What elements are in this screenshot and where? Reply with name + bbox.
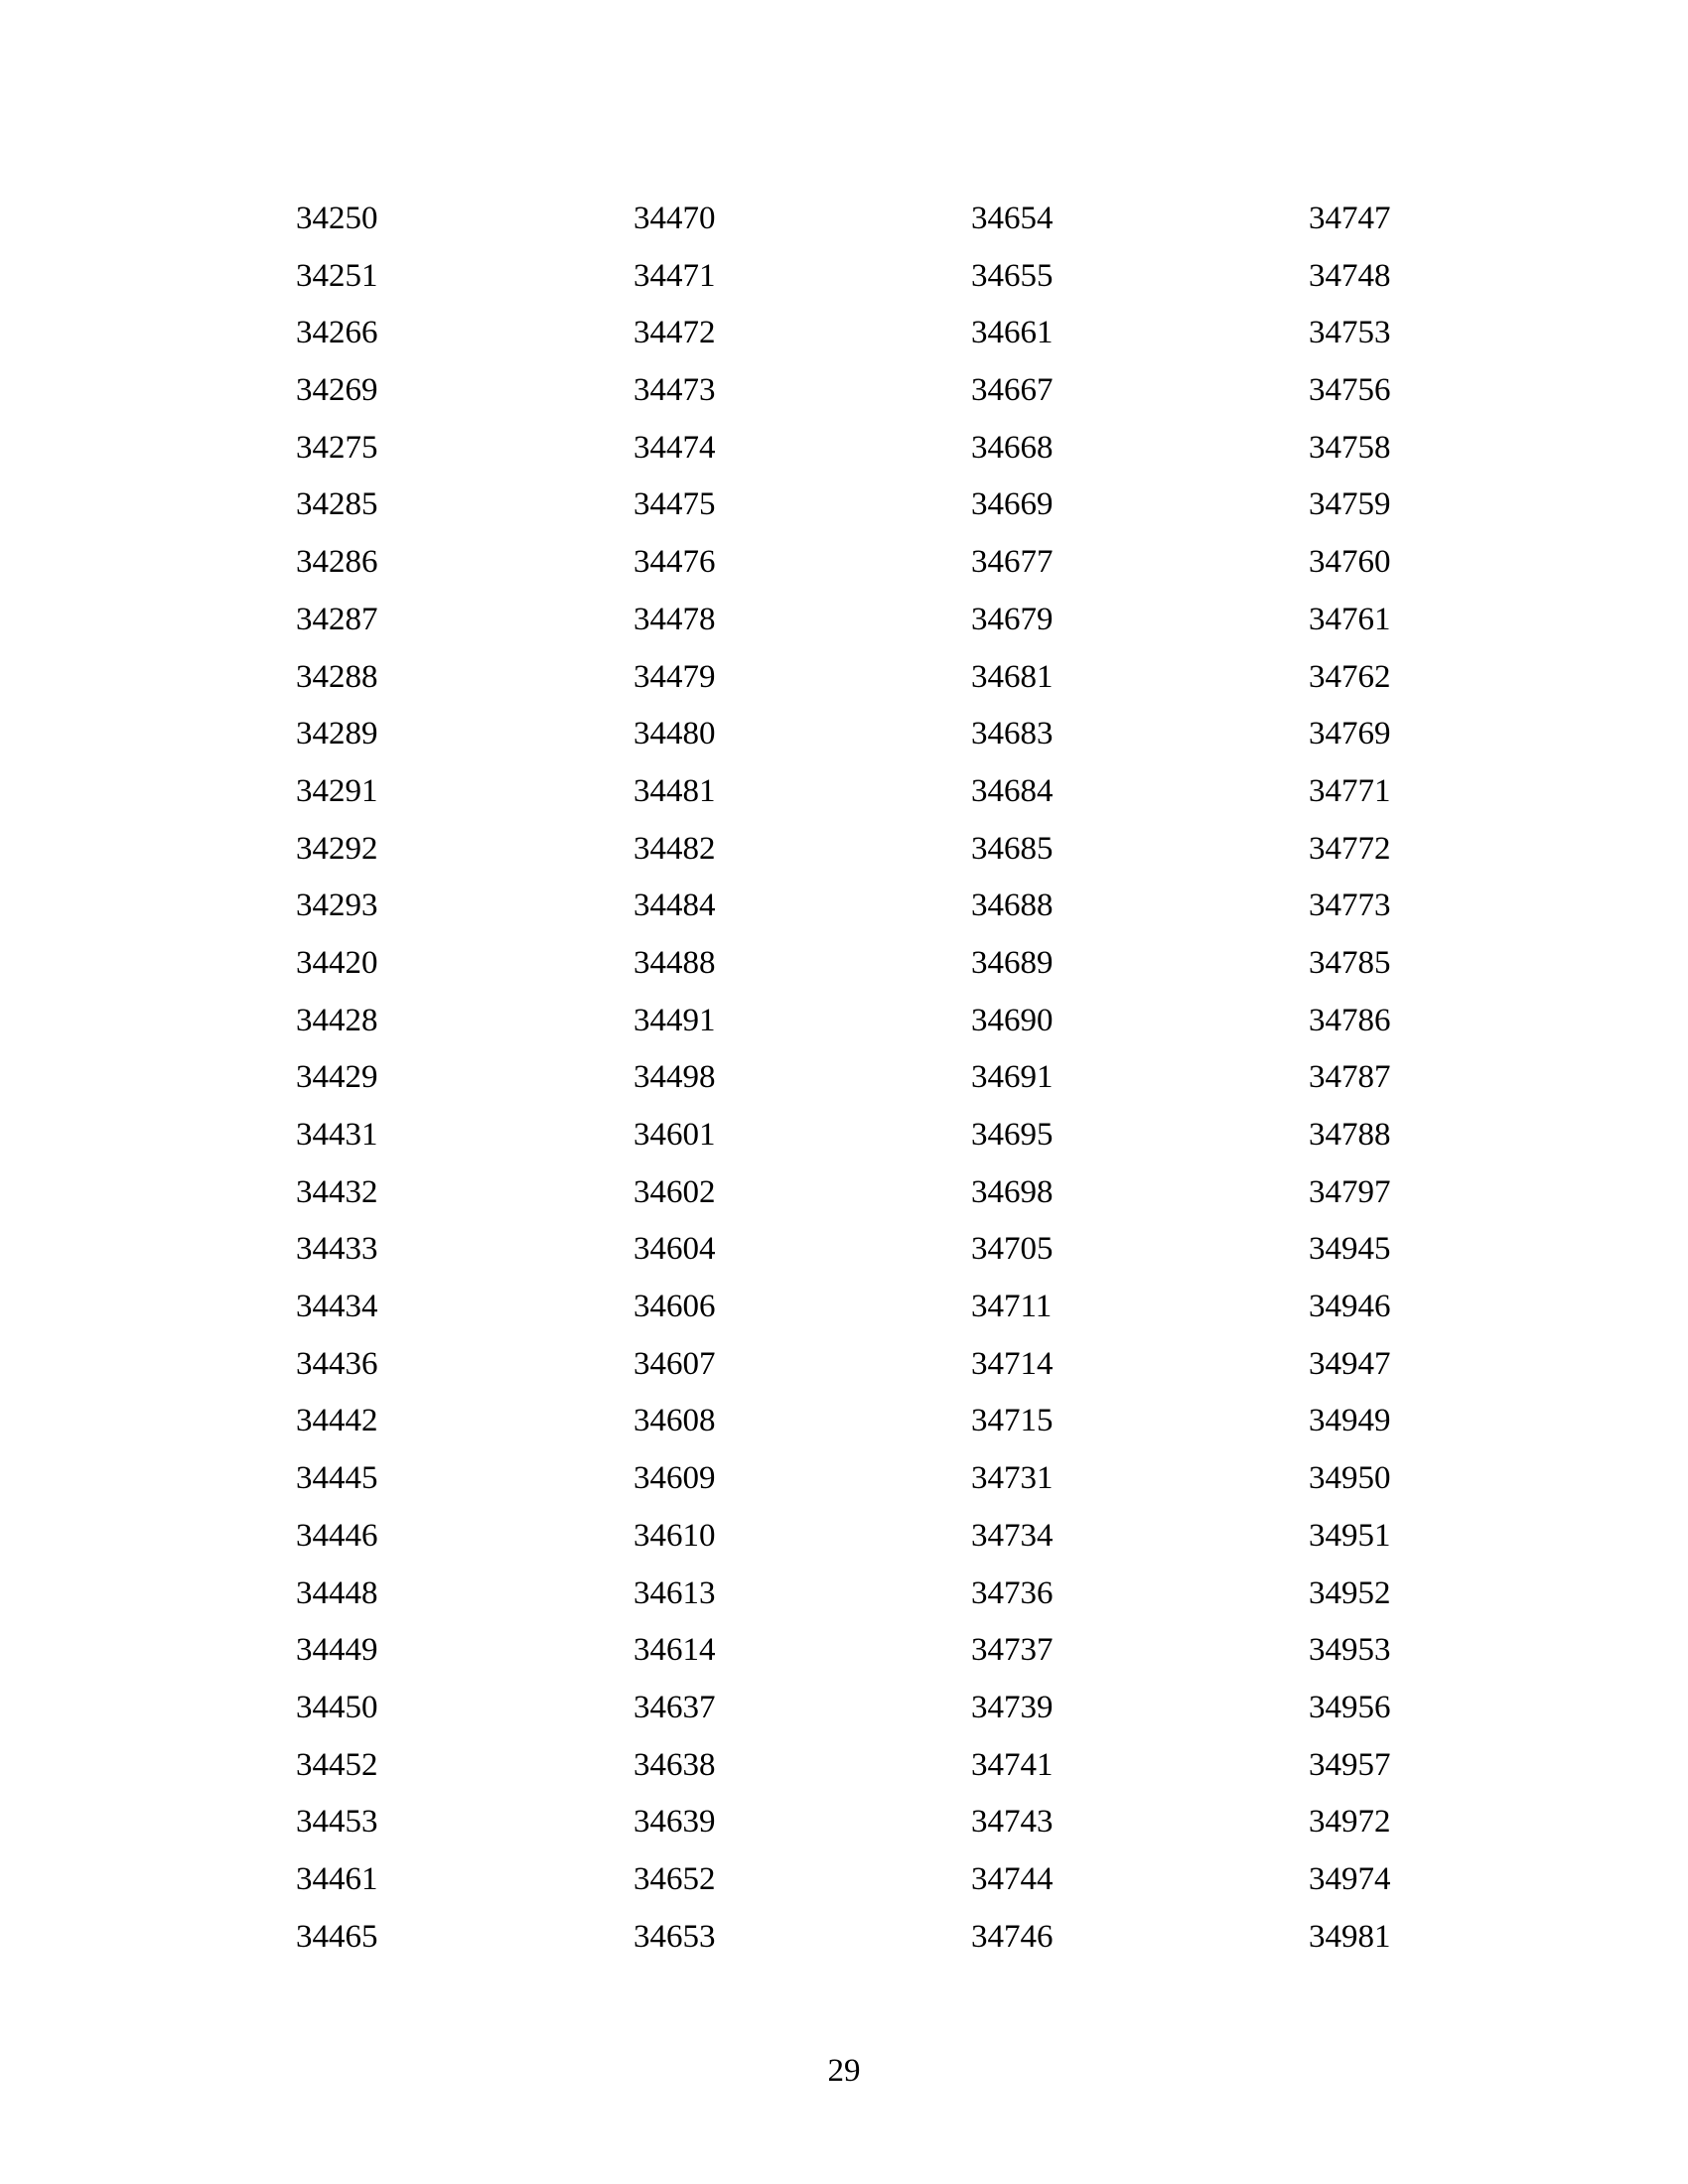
zip-code-entry: 34698 (971, 1173, 1054, 1210)
zip-code-entry: 34946 (1309, 1289, 1391, 1325)
zip-code-entry: 34974 (1309, 1860, 1391, 1897)
zip-code-entry: 34739 (971, 1689, 1054, 1725)
zip-code-entry: 34737 (971, 1632, 1054, 1669)
zip-code-entry: 34760 (1309, 544, 1391, 581)
zip-code-entry: 34250 (296, 201, 378, 236)
zip-code-entry: 34450 (296, 1689, 378, 1725)
zip-code-entry: 34481 (633, 772, 716, 809)
zip-code-entry: 34251 (296, 257, 378, 294)
zip-code-entry: 34638 (633, 1746, 716, 1783)
zip-code-entry: 34606 (633, 1289, 716, 1325)
zip-code-entry: 34772 (1309, 830, 1391, 867)
zip-code-entry: 34652 (633, 1860, 716, 1897)
zip-code-entry: 34446 (296, 1517, 378, 1554)
zip-code-entry: 34953 (1309, 1632, 1391, 1669)
zip-code-entry: 34434 (296, 1289, 378, 1325)
zip-code-column-1 (296, 195, 494, 1970)
zip-code-entry: 34432 (296, 1173, 378, 1210)
zip-code-entry: 34950 (1309, 1460, 1391, 1497)
zip-code-entry: 34433 (296, 1231, 378, 1268)
zip-code-entry: 34429 (296, 1059, 378, 1096)
zip-code-entry: 34746 (971, 1918, 1054, 1955)
zip-code-entry: 34461 (296, 1860, 378, 1897)
zip-code-entry: 34285 (296, 486, 378, 523)
zip-code-entry: 34736 (971, 1574, 1054, 1611)
zip-code-entry: 34679 (971, 601, 1054, 637)
zip-code-entry: 34688 (971, 887, 1054, 924)
zip-code-entry: 34681 (971, 658, 1054, 695)
zip-code-entry: 34472 (633, 315, 716, 351)
zip-code-entry: 34475 (633, 486, 716, 523)
zip-code-entry: 34453 (296, 1804, 378, 1841)
zip-code-entry: 34747 (1309, 201, 1391, 236)
zip-code-entry: 34690 (971, 1002, 1054, 1038)
zip-code-entry: 34471 (633, 257, 716, 294)
zip-code-entry: 34677 (971, 544, 1054, 581)
zip-code-entry: 34949 (1309, 1403, 1391, 1439)
page-number: 29 (827, 2053, 861, 2089)
zip-code-entry: 34639 (633, 1804, 716, 1841)
zip-code-entry: 34480 (633, 716, 716, 752)
zip-code-entry: 34695 (971, 1117, 1054, 1153)
zip-code-entry: 34654 (971, 201, 1054, 236)
zip-code-entry: 34614 (633, 1632, 716, 1669)
zip-code-entry: 34787 (1309, 1059, 1391, 1096)
zip-code-entry: 34756 (1309, 372, 1391, 409)
zip-code-entry: 34431 (296, 1117, 378, 1153)
zip-code-entry: 34951 (1309, 1517, 1391, 1554)
zip-code-entry: 34788 (1309, 1117, 1391, 1153)
zip-code-entry: 34786 (1309, 1002, 1391, 1038)
zip-code-entry: 34420 (296, 944, 378, 981)
zip-code-entry: 34602 (633, 1173, 716, 1210)
zip-code-entry: 34957 (1309, 1746, 1391, 1783)
zip-code-entry: 34758 (1309, 429, 1391, 466)
zip-code-entry: 34952 (1309, 1574, 1391, 1611)
zip-code-entry: 34771 (1309, 772, 1391, 809)
zip-code-entry: 34981 (1309, 1918, 1391, 1955)
zip-code-entry: 34773 (1309, 887, 1391, 924)
zip-code-entry: 34428 (296, 1002, 378, 1038)
zip-code-entry: 34436 (296, 1345, 378, 1382)
zip-code-entry: 34691 (971, 1059, 1054, 1096)
zip-code-column-4 (1309, 195, 1507, 1970)
zip-code-entry: 34797 (1309, 1173, 1391, 1210)
zip-code-entry: 34292 (296, 830, 378, 867)
zip-code-entry: 34470 (633, 201, 716, 236)
zip-code-entry: 34479 (633, 658, 716, 695)
zip-code-entry: 34947 (1309, 1345, 1391, 1382)
zip-code-entry: 34269 (296, 372, 378, 409)
zip-code-entry: 34637 (633, 1689, 716, 1725)
zip-code-entry: 34266 (296, 315, 378, 351)
zip-code-entry: 34748 (1309, 257, 1391, 294)
zip-code-entry: 34685 (971, 830, 1054, 867)
zip-code-entry: 34714 (971, 1345, 1054, 1382)
zip-code-entry: 34442 (296, 1403, 378, 1439)
zip-code-entry: 34785 (1309, 944, 1391, 981)
zip-code-entry: 34488 (633, 944, 716, 981)
zip-code-entry: 34744 (971, 1860, 1054, 1897)
zip-code-entry: 34945 (1309, 1231, 1391, 1268)
zip-code-entry: 34289 (296, 716, 378, 752)
zip-code-entry: 34478 (633, 601, 716, 637)
zip-code-entry: 34734 (971, 1517, 1054, 1554)
zip-code-entry: 34761 (1309, 601, 1391, 637)
zip-code-entry: 34286 (296, 544, 378, 581)
zip-code-entry: 34491 (633, 1002, 716, 1038)
zip-code-entry: 34474 (633, 429, 716, 466)
zip-code-entry: 34291 (296, 772, 378, 809)
zip-code-entry: 34482 (633, 830, 716, 867)
zip-code-entry: 34293 (296, 887, 378, 924)
zip-code-entry: 34956 (1309, 1689, 1391, 1725)
zip-code-entry: 34604 (633, 1231, 716, 1268)
zip-code-entry: 34610 (633, 1517, 716, 1554)
zip-code-entry: 34741 (971, 1746, 1054, 1783)
zip-code-entry: 34449 (296, 1632, 378, 1669)
zip-code-entry: 34288 (296, 658, 378, 695)
zip-code-entry: 34498 (633, 1059, 716, 1096)
zip-code-entry: 34689 (971, 944, 1054, 981)
zip-code-entry: 34448 (296, 1574, 378, 1611)
zip-code-entry: 34711 (971, 1289, 1053, 1325)
zip-code-entry: 34769 (1309, 716, 1391, 752)
zip-code-entry: 34452 (296, 1746, 378, 1783)
zip-code-entry: 34972 (1309, 1804, 1391, 1841)
zip-code-entry: 34607 (633, 1345, 716, 1382)
zip-code-entry: 34684 (971, 772, 1054, 809)
zip-code-column-2 (633, 195, 832, 1970)
zip-code-entry: 34608 (633, 1403, 716, 1439)
zip-code-column-3 (971, 195, 1170, 1970)
zip-code-entry: 34473 (633, 372, 716, 409)
zip-code-entry: 34668 (971, 429, 1054, 466)
zip-code-entry: 34705 (971, 1231, 1054, 1268)
zip-code-entry: 34715 (971, 1403, 1054, 1439)
zip-code-entry: 34653 (633, 1918, 716, 1955)
zip-code-entry: 34753 (1309, 315, 1391, 351)
zip-code-entry: 34731 (971, 1460, 1054, 1497)
zip-code-entry: 34484 (633, 887, 716, 924)
zip-code-entry: 34661 (971, 315, 1054, 351)
zip-code-entry: 34759 (1309, 486, 1391, 523)
zip-code-entry: 34601 (633, 1117, 716, 1153)
zip-code-entry: 34445 (296, 1460, 378, 1497)
zip-code-entry: 34465 (296, 1918, 378, 1955)
zip-code-entry: 34762 (1309, 658, 1391, 695)
zip-code-entry: 34667 (971, 372, 1054, 409)
zip-code-entry: 34669 (971, 486, 1054, 523)
zip-code-entry: 34743 (971, 1804, 1054, 1841)
zip-code-entry: 34655 (971, 257, 1054, 294)
zip-code-entry: 34476 (633, 544, 716, 581)
zip-code-entry: 34275 (296, 429, 378, 466)
zip-code-entry: 34683 (971, 716, 1054, 752)
zip-code-entry: 34609 (633, 1460, 716, 1497)
zip-code-entry: 34287 (296, 601, 378, 637)
zip-code-entry: 34613 (633, 1574, 716, 1611)
